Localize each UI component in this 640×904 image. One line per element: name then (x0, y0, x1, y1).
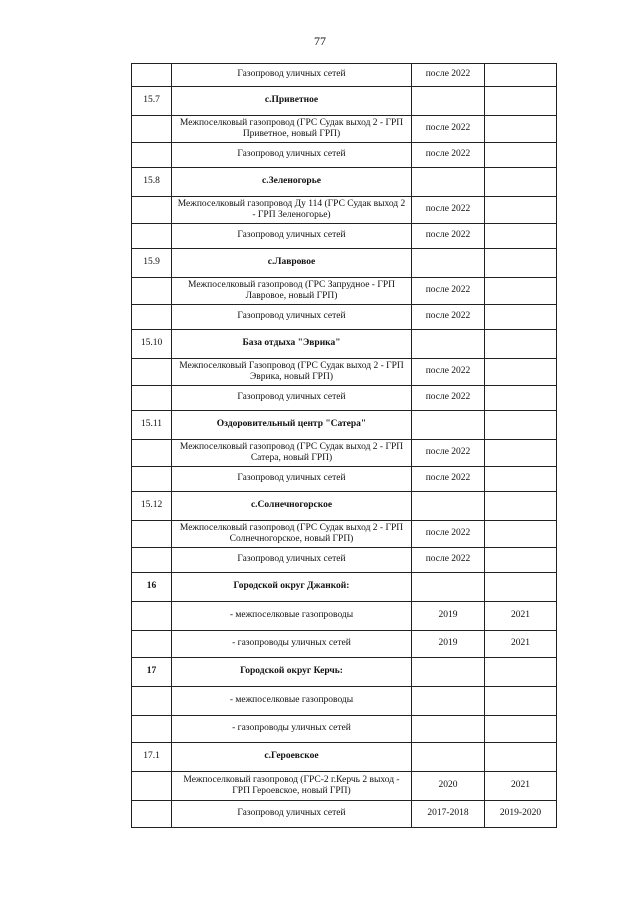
start-year-cell (412, 716, 485, 743)
section-row (132, 743, 557, 772)
row-number-cell: 17 (132, 658, 172, 687)
end-year-cell (485, 278, 557, 305)
object-name-cell: - межпоселковые газопроводы (172, 687, 412, 716)
table-body (132, 64, 557, 828)
object-name-cell: Межпоселковый газопровод (ГРС Запрудное - ГРП Лавровое, новый ГРП) (172, 278, 412, 305)
end-year-cell (485, 492, 557, 521)
end-year-cell (485, 197, 557, 224)
row-number-cell: 15.10 (132, 330, 172, 359)
start-year-cell: после 2022 (412, 548, 485, 573)
start-year-cell: после 2022 (412, 521, 485, 548)
end-year-cell (485, 658, 557, 687)
object-name-cell: - газопроводы уличных сетей (172, 716, 412, 743)
row-number-cell (132, 305, 172, 330)
start-year-cell (412, 687, 485, 716)
object-name-cell: - газопроводы уличных сетей (172, 631, 412, 658)
row-number-cell: 17.1 (132, 743, 172, 772)
object-name-cell: База отдыха "Эврика" (172, 330, 412, 359)
row-number-cell (132, 467, 172, 492)
section-row (132, 87, 557, 116)
end-year-cell (485, 87, 557, 116)
end-year-cell (485, 411, 557, 440)
end-year-cell (485, 386, 557, 411)
section-row (132, 249, 557, 278)
row-number-cell (132, 716, 172, 743)
end-year-cell (485, 143, 557, 168)
table-row (132, 521, 557, 548)
row-number-cell (132, 687, 172, 716)
start-year-cell: после 2022 (412, 440, 485, 467)
start-year-cell: 2017-2018 (412, 801, 485, 828)
table-row (132, 772, 557, 801)
start-year-cell: 2019 (412, 631, 485, 658)
object-name-cell: Межпоселковый газопровод (ГРС-2 г.Керчь 2 выход - ГРП Героевское, новый ГРП) (172, 772, 412, 801)
row-number-cell (132, 386, 172, 411)
row-number-cell (132, 521, 172, 548)
start-year-cell (412, 743, 485, 772)
object-name-cell: Газопровод уличных сетей (172, 548, 412, 573)
object-name-cell: Городской округ Джанкой: (172, 573, 412, 602)
gas-pipeline-schedule-table (131, 63, 557, 828)
row-number-cell (132, 772, 172, 801)
row-number-cell: 15.8 (132, 168, 172, 197)
row-number-cell (132, 278, 172, 305)
row-number-cell (132, 359, 172, 386)
row-number-cell (132, 602, 172, 631)
start-year-cell (412, 249, 485, 278)
end-year-cell (485, 224, 557, 249)
row-number-cell: 15.11 (132, 411, 172, 440)
object-name-cell: с.Лавровое (172, 249, 412, 278)
end-year-cell (485, 359, 557, 386)
start-year-cell (412, 330, 485, 359)
object-name-cell: Газопровод уличных сетей (172, 801, 412, 828)
object-name-cell: с.Солнечногорское (172, 492, 412, 521)
object-name-cell: Газопровод уличных сетей (172, 224, 412, 249)
object-name-cell: Оздоровительный центр "Сатера" (172, 411, 412, 440)
end-year-cell (485, 440, 557, 467)
row-number-cell (132, 197, 172, 224)
object-name-cell: с.Зеленогорье (172, 168, 412, 197)
table-row (132, 716, 557, 743)
row-number-cell: 15.9 (132, 249, 172, 278)
start-year-cell (412, 573, 485, 602)
start-year-cell (412, 87, 485, 116)
object-name-cell: Газопровод уличных сетей (172, 143, 412, 168)
table-row (132, 64, 557, 87)
start-year-cell: после 2022 (412, 143, 485, 168)
start-year-cell (412, 411, 485, 440)
object-name-cell: Газопровод уличных сетей (172, 64, 412, 87)
object-name-cell: Межпоселковый газопровод Ду 114 (ГРС Судак выход 2 - ГРП Зеленогорье) (172, 197, 412, 224)
end-year-cell: 2019-2020 (485, 801, 557, 828)
object-name-cell: Межпоселковый газопровод (ГРС Судак выход 2 - ГРП Приветное, новый ГРП) (172, 116, 412, 143)
row-number-cell (132, 116, 172, 143)
end-year-cell (485, 64, 557, 87)
end-year-cell (485, 521, 557, 548)
page-number: 77 (314, 34, 326, 48)
row-number-cell: 16 (132, 573, 172, 602)
object-name-cell: Газопровод уличных сетей (172, 386, 412, 411)
object-name-cell: Газопровод уличных сетей (172, 305, 412, 330)
row-number-cell (132, 64, 172, 87)
end-year-cell: 2021 (485, 772, 557, 801)
end-year-cell (485, 548, 557, 573)
section-row (132, 411, 557, 440)
start-year-cell: 2020 (412, 772, 485, 801)
end-year-cell: 2021 (485, 602, 557, 631)
end-year-cell (485, 330, 557, 359)
row-number-cell: 15.12 (132, 492, 172, 521)
table-row (132, 278, 557, 305)
end-year-cell (485, 716, 557, 743)
object-name-cell: Городской округ Керчь: (172, 658, 412, 687)
object-name-cell: с.Приветное (172, 87, 412, 116)
start-year-cell (412, 492, 485, 521)
table-row (132, 143, 557, 168)
section-row (132, 492, 557, 521)
row-number-cell (132, 224, 172, 249)
table-row (132, 359, 557, 386)
row-number-cell: 15.7 (132, 87, 172, 116)
start-year-cell: после 2022 (412, 467, 485, 492)
end-year-cell (485, 687, 557, 716)
table-row (132, 548, 557, 573)
end-year-cell: 2021 (485, 631, 557, 658)
object-name-cell: Газопровод уличных сетей (172, 467, 412, 492)
row-number-cell (132, 631, 172, 658)
start-year-cell: 2019 (412, 602, 485, 631)
section-row (132, 573, 557, 602)
start-year-cell: после 2022 (412, 359, 485, 386)
start-year-cell (412, 658, 485, 687)
start-year-cell: после 2022 (412, 197, 485, 224)
object-name-cell: Межпоселковый газопровод (ГРС Судак выход 2 - ГРП Солнечногорское, новый ГРП) (172, 521, 412, 548)
end-year-cell (485, 743, 557, 772)
object-name-cell: - межпоселковые газопроводы (172, 602, 412, 631)
end-year-cell (485, 168, 557, 197)
table-row (132, 467, 557, 492)
table-row (132, 116, 557, 143)
table-row (132, 440, 557, 467)
table-row (132, 687, 557, 716)
end-year-cell (485, 249, 557, 278)
start-year-cell: после 2022 (412, 64, 485, 87)
end-year-cell (485, 467, 557, 492)
object-name-cell: с.Героевское (172, 743, 412, 772)
row-number-cell (132, 801, 172, 828)
table-row (132, 305, 557, 330)
row-number-cell (132, 548, 172, 573)
end-year-cell (485, 305, 557, 330)
object-name-cell: Межпоселковый газопровод (ГРС Судак выход 2 - ГРП Сатера, новый ГРП) (172, 440, 412, 467)
start-year-cell: после 2022 (412, 386, 485, 411)
start-year-cell: после 2022 (412, 278, 485, 305)
row-number-cell (132, 143, 172, 168)
table-row (132, 224, 557, 249)
section-row (132, 168, 557, 197)
start-year-cell: после 2022 (412, 116, 485, 143)
start-year-cell (412, 168, 485, 197)
object-name-cell: Межпоселковый Газопровод (ГРС Судак выход 2 - ГРП Эврика, новый ГРП) (172, 359, 412, 386)
section-row (132, 658, 557, 687)
table-row (132, 631, 557, 658)
start-year-cell: после 2022 (412, 224, 485, 249)
section-row (132, 330, 557, 359)
table-row (132, 386, 557, 411)
end-year-cell (485, 116, 557, 143)
table-row (132, 801, 557, 828)
start-year-cell: после 2022 (412, 305, 485, 330)
table-row (132, 602, 557, 631)
table-row (132, 197, 557, 224)
row-number-cell (132, 440, 172, 467)
end-year-cell (485, 573, 557, 602)
